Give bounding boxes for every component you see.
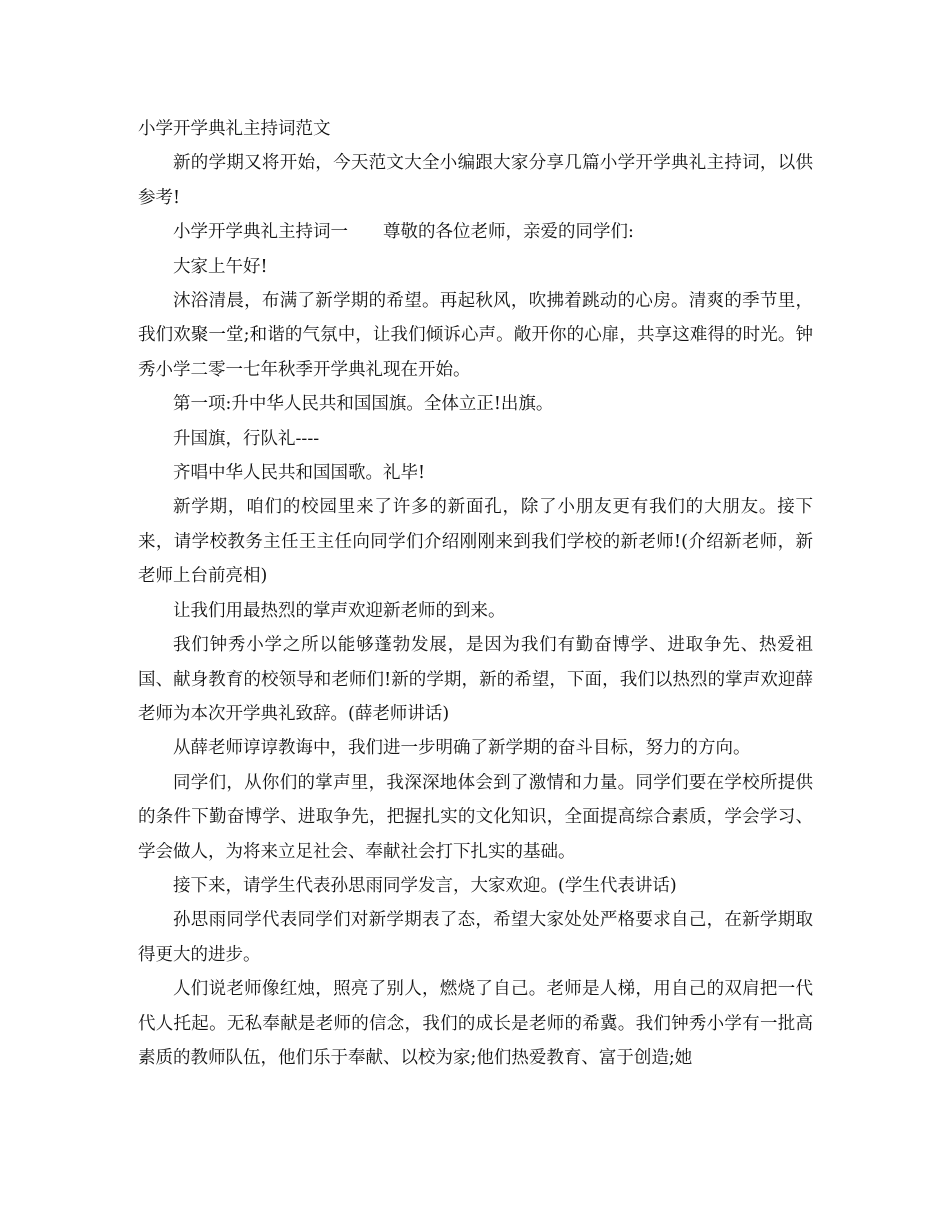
document-title: 小学开学典礼主持词范文 [138,119,331,139]
paragraph-teaching: 从薛老师谆谆教诲中，我们进一步明确了新学期的奋斗目标，努力的方向。 [173,738,751,759]
paragraph-principal-speech: 我们钟秀小学之所以能够蓬勃发展，是因为我们有勤奋博学、进取争先、热爱祖国、献身教育的校领导和老师们!新的学期，新的希望，下面，我们以热烈的掌声欢迎薛老师为本次开学典礼致辞。(薛老师讲话) [138,635,813,724]
paragraph-students: 同学们，从你们的掌声里，我深深地体会到了激情和力量。同学们要在学校所提供的条件下勤奋博学、进取争先，把握扎实的文化知识，全面提高综合素质，学会学习、学会做人，为将来立足社会、奉献社会打下扎实的基础。 [138,772,813,862]
paragraph-new-teachers: 新学期，咱们的校园里来了许多的新面孔，除了小朋友更有我们的大朋友。接下来，请学校教务主任王主任向同学们介绍刚刚来到我们学校的新老师!(介绍新老师，新老师上台前亮相) [138,497,813,587]
paragraph-teacher-tribute: 人们说老师像红烛，照亮了别人，燃烧了自己。老师是人梯，用自己的双肩把一代代人托起。无私奉献是老师的信念，我们的成长是老师的希冀。我们钟秀小学有一批高素质的教师队伍，他们乐于奉献、以校为家;他们热爱教育、富于创造;她 [138,979,813,1068]
paragraph-intro: 新的学期又将开始，今天范文大全小编跟大家分享几篇小学开学典礼主持词，以供参考! [138,153,813,208]
paragraph-opening: 沐浴清晨，布满了新学期的希望。再起秋风，吹拂着跳动的心房。清爽的季节里，我们欢聚一堂;和谐的气氛中，让我们倾诉心声。敞开你的心扉，共享这难得的时光。钟秀小学二零一七年秋季开学典礼现在开始。 [138,291,813,380]
paragraph-flag-raising: 第一项:升中华人民共和国国旗。全体立正!出旗。 [173,394,554,415]
paragraph-good-morning: 大家上午好! [173,256,268,277]
paragraph-applause: 让我们用最热烈的掌声欢迎新老师的到来。 [173,600,506,621]
document-page [138,112,813,1075]
paragraph-student-rep: 接下来，请学生代表孙思雨同学发言，大家欢迎。(学生代表讲话) [173,875,677,896]
paragraph-salute: 升国旗，行队礼---- [173,428,320,449]
paragraph-anthem: 齐唱中华人民共和国国歌。礼毕! [173,463,426,484]
paragraph-host-greeting: 小学开学典礼主持词一 尊敬的各位老师，亲爱的同学们: [173,222,634,243]
paragraph-student-rep-summary: 孙思雨同学代表同学们对新学期表了态，希望大家处处严格要求自己，在新学期取得更大的进步。 [138,910,813,965]
